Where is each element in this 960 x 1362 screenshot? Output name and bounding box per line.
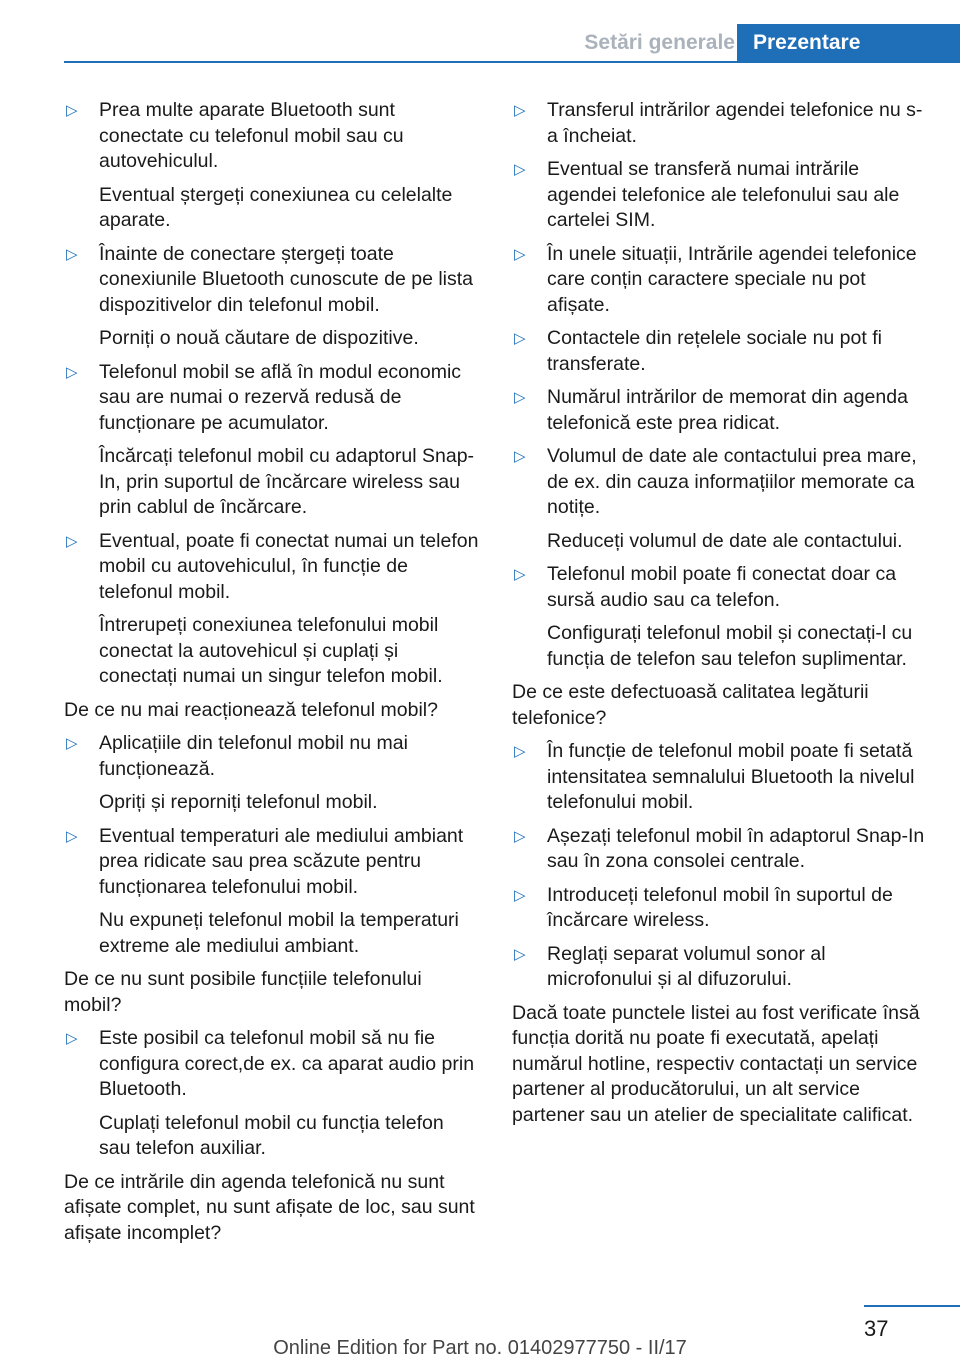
list-item <box>512 98 932 149</box>
item-remedy-text: Configurați telefonul mobil și conectați-l cu funcția de telefon sau telefon suplimentar. <box>547 622 913 670</box>
right-column <box>512 98 932 1136</box>
footer-divider <box>864 1305 960 1307</box>
item-issue-text: Înainte de conectare ștergeți toate conexiunile Bluetooth cunoscute de pe lista dispozitivelor din telefonul mobil. <box>99 242 474 316</box>
triangle-bullet-icon: ▷ <box>514 330 526 347</box>
item-remedy-text: Porniți o nouă căutare de dispozitive. <box>99 327 419 349</box>
triangle-bullet-icon: ▷ <box>514 743 526 760</box>
triangle-bullet-icon: ▷ <box>514 102 526 119</box>
item-issue-text: Aplicațiile din telefonul mobil nu mai funcționează. <box>99 732 408 780</box>
item-remedy-text: Reduceți volumul de date ale contactului. <box>547 529 903 552</box>
item-issue-text: Așezați telefonul mobil în adaptorul Snap-In sau în zona consolei centrale. <box>547 824 925 872</box>
chapter-tab: Prezentare <box>737 24 960 62</box>
list-item <box>64 1026 479 1162</box>
question-heading: De ce este defectuoasă calitatea legăturii telefonice? <box>512 681 869 729</box>
triangle-bullet-icon: ▷ <box>514 448 526 465</box>
item-remedy-text: Încărcați telefonul mobil cu adaptorul Snap-In, prin suportul de încărcare wireless sau prin cablul de încărcare. <box>99 445 475 518</box>
triangle-bullet-icon: ▷ <box>66 363 78 381</box>
item-issue-text: Volumul de date ale contactului prea mare, de ex. din cauza informațiilor memorate ca notițe. <box>547 445 917 518</box>
list-item <box>512 242 932 319</box>
list-item <box>512 562 932 672</box>
left-column <box>64 98 479 1254</box>
bullet-list <box>512 739 932 993</box>
item-remedy-text: Eventual ștergeți conexiunea cu celelalte aparate. <box>99 183 453 231</box>
list-item <box>64 824 479 960</box>
triangle-bullet-icon: ▷ <box>514 389 526 406</box>
list-item <box>64 529 479 690</box>
triangle-bullet-icon: ▷ <box>514 945 526 963</box>
triangle-bullet-icon: ▷ <box>66 827 78 845</box>
question-heading: De ce nu mai reacționează telefonul mobil? <box>64 698 438 721</box>
item-issue-text: Este posibil ca telefonul mobil să nu fie configura corect,de ex. ca aparat audio prin Bluetooth. <box>99 1027 475 1100</box>
list-item <box>512 739 932 816</box>
list-item <box>64 242 479 352</box>
page-number: 37 <box>864 1316 889 1341</box>
item-issue-text: Eventual se transferă numai intrările agendei telefonice ale telefonului sau ale cartelei SIM. <box>547 158 900 231</box>
item-issue-text: Transferul intrărilor agendei telefonice nu s-a încheiat. <box>547 99 923 147</box>
item-remedy-text: Opriți și reporniți telefonul mobil. <box>99 791 378 813</box>
list-item <box>512 326 932 377</box>
list-item <box>512 385 932 436</box>
item-issue-text: Eventual temperaturi ale mediului ambiant prea ridicate sau prea scăzute pentru funcționarea telefonului mobil. <box>99 824 464 898</box>
item-issue-text: Reglați separat volumul sonor al microfonului și al difuzorului. <box>547 942 826 990</box>
triangle-bullet-icon: ▷ <box>66 735 78 752</box>
list-item <box>512 883 932 934</box>
item-remedy-text: Cuplați telefonul mobil cu funcția telefon sau telefon auxiliar. <box>99 1111 444 1159</box>
triangle-bullet-icon: ▷ <box>514 566 526 583</box>
triangle-bullet-icon: ▷ <box>514 161 526 178</box>
question-heading: De ce intrările din agenda telefonică nu sunt afișate complet, nu sunt afișate de loc, sau sunt afișate incomplet? <box>64 1170 475 1244</box>
edition-footer: Online Edition for Part no. 01402977750 - II/17 <box>273 1337 687 1359</box>
item-issue-text: Contactele din rețelele sociale nu pot fi transferate. <box>547 327 882 375</box>
list-item <box>512 942 932 993</box>
list-item <box>64 360 479 521</box>
list-item <box>512 444 932 554</box>
bullet-list <box>64 731 479 959</box>
item-issue-text: În funcție de telefonul mobil poate fi setată intensitatea semnalului Bluetooth la nivelul telefonului mobil. <box>547 740 915 813</box>
item-issue-text: Prea multe aparate Bluetooth sunt conectate cu telefonul mobil sau cu autovehiculul. <box>99 99 404 172</box>
triangle-bullet-icon: ▷ <box>66 532 78 550</box>
page-header <box>0 0 960 62</box>
section-tab: Setări generale <box>584 31 735 54</box>
item-issue-text: Numărul intrărilor de memorat din agenda telefonică este prea ridicat. <box>547 386 908 434</box>
item-issue-text: În unele situații, Intrările agendei telefonice care conțin caractere speciale nu pot afișate. <box>547 242 917 316</box>
bullet-list <box>512 98 932 672</box>
list-item <box>512 824 932 875</box>
item-issue-text: Introduceți telefonul mobil în suportul de încărcare wireless. <box>547 883 893 931</box>
item-remedy-text: Întrerupeți conexiunea telefonului mobil conectat la autovehicul și cuplați și conectați numai un singur telefon mobil. <box>99 614 443 687</box>
bullet-list <box>64 98 479 690</box>
item-remedy-text: Nu expuneți telefonul mobil la temperaturi extreme ale mediului ambiant. <box>99 909 459 957</box>
triangle-bullet-icon: ▷ <box>514 886 526 904</box>
item-issue-text: Eventual, poate fi conectat numai un telefon mobil cu autovehiculul, în funcție de telefonul mobil. <box>99 529 479 603</box>
triangle-bullet-icon: ▷ <box>66 1030 78 1047</box>
item-issue-text: Telefonul mobil se află în modul economic sau are numai o rezervă redusă de funcționare pe acumulator. <box>99 360 462 434</box>
triangle-bullet-icon: ▷ <box>514 245 526 263</box>
bullet-list <box>64 1026 479 1162</box>
triangle-bullet-icon: ▷ <box>66 245 78 263</box>
closing-paragraph: Dacă toate punctele listei au fost verificate însă funcția dorită nu poate fi executată, apelați numărul hotline, respectiv contactați un service partener al producătorului, un alt service partener sau un atelier de specialitate calificat. <box>512 1001 920 1126</box>
list-item <box>512 157 932 234</box>
list-item <box>64 98 479 234</box>
list-item <box>64 731 479 816</box>
question-heading: De ce nu sunt posibile funcțiile telefonului mobil? <box>64 968 422 1016</box>
triangle-bullet-icon: ▷ <box>514 827 526 845</box>
item-issue-text: Telefonul mobil poate fi conectat doar ca sursă audio sau ca telefon. <box>547 563 897 611</box>
header-divider <box>64 61 960 63</box>
triangle-bullet-icon: ▷ <box>66 102 78 119</box>
